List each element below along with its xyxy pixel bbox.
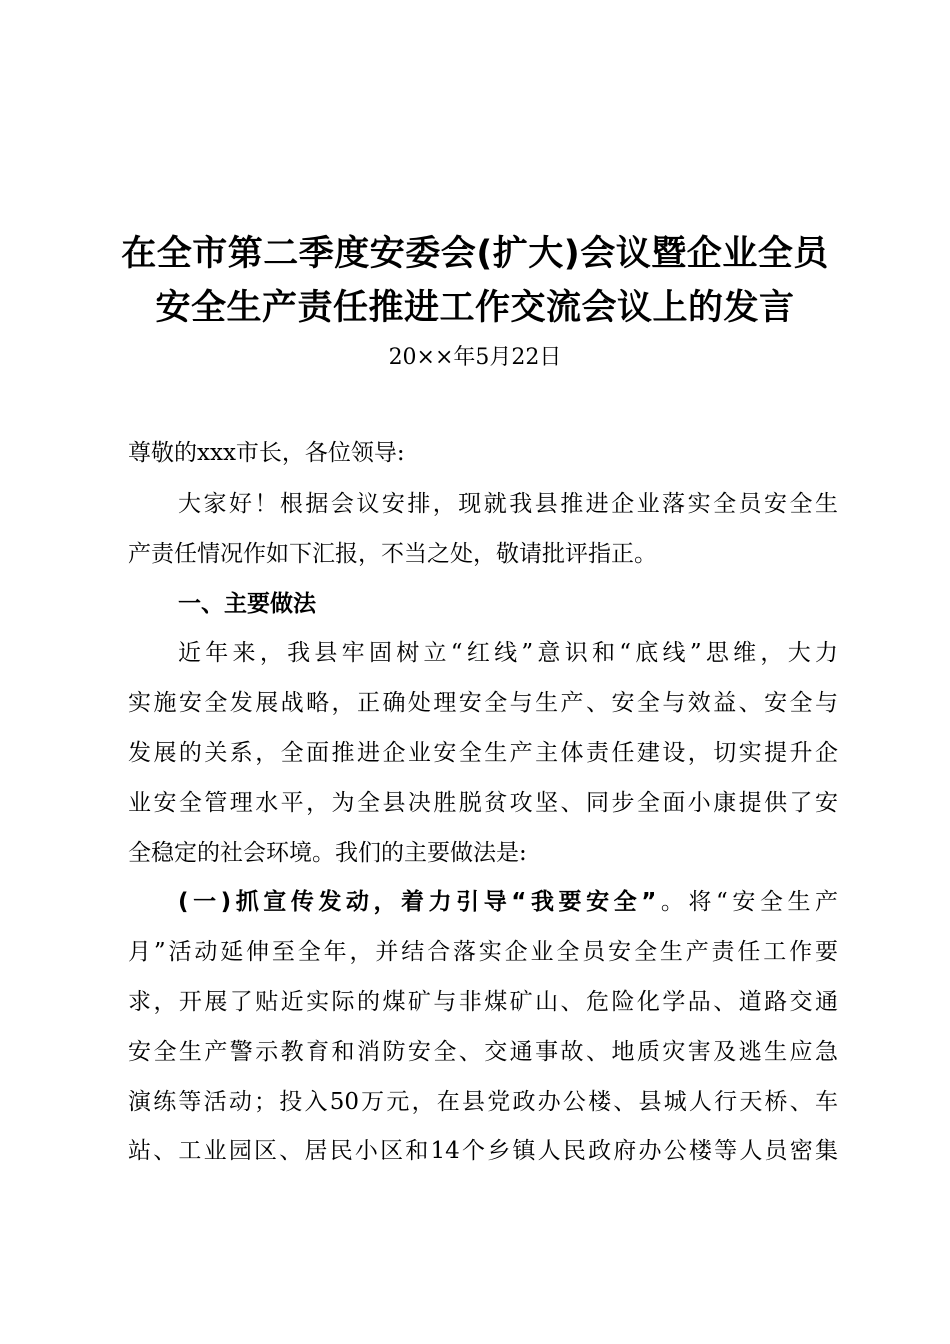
subsection-text: 。将“安全生产: [656, 889, 838, 915]
paragraph-line: 实施安全发展战略，正确处理安全与生产、安全与效益、安全与: [128, 690, 838, 716]
paragraph-line: 求，开展了贴近实际的煤矿与非煤矿山、危险化学品、道路交通: [128, 989, 838, 1015]
section-heading: 一、主要做法: [178, 591, 316, 617]
paragraph-line: 站、工业园区、居民小区和14个乡镇人民政府办公楼等人员密集: [128, 1138, 838, 1164]
paragraph-line: 演练等活动；投入50万元，在县党政办公楼、县城人行天桥、车: [128, 1089, 838, 1115]
document-date: 20××年5月22日: [388, 345, 562, 370]
document-title-line-1: 在全市第二季度安委会(扩大)会议暨企业全员: [121, 234, 829, 274]
paragraph-line: 月”活动延伸至全年，并结合落实企业全员安全生产责任工作要: [128, 939, 838, 965]
paragraph-line: 全稳定的社会环境。我们的主要做法是:: [128, 840, 527, 866]
document-title-line-2: 安全生产责任推进工作交流会议上的发言: [155, 288, 795, 328]
paragraph-line: 产责任情况作如下汇报，不当之处，敬请批评指正。: [128, 541, 657, 567]
paragraph-line: 发展的关系，全面推进企业安全生产主体责任建设，切实提升企: [128, 740, 838, 766]
subsection-heading: (一)抓宣传发动，着力引导“我要安全”: [178, 889, 657, 915]
salutation: 尊敬的xxx市长，各位领导:: [128, 440, 405, 466]
paragraph-line: 安全生产警示教育和消防安全、交通事故、地质灾害及逃生应急: [128, 1039, 838, 1065]
paragraph-line: 业安全管理水平，为全县决胜脱贫攻坚、同步全面小康提供了安: [128, 790, 838, 816]
paragraph-line: 大家好！根据会议安排，现就我县推进企业落实全员安全生: [178, 491, 838, 517]
paragraph-line: 近年来，我县牢固树立“红线”意识和“底线”思维，大力: [178, 640, 838, 666]
subsection-line: [178, 887, 838, 917]
